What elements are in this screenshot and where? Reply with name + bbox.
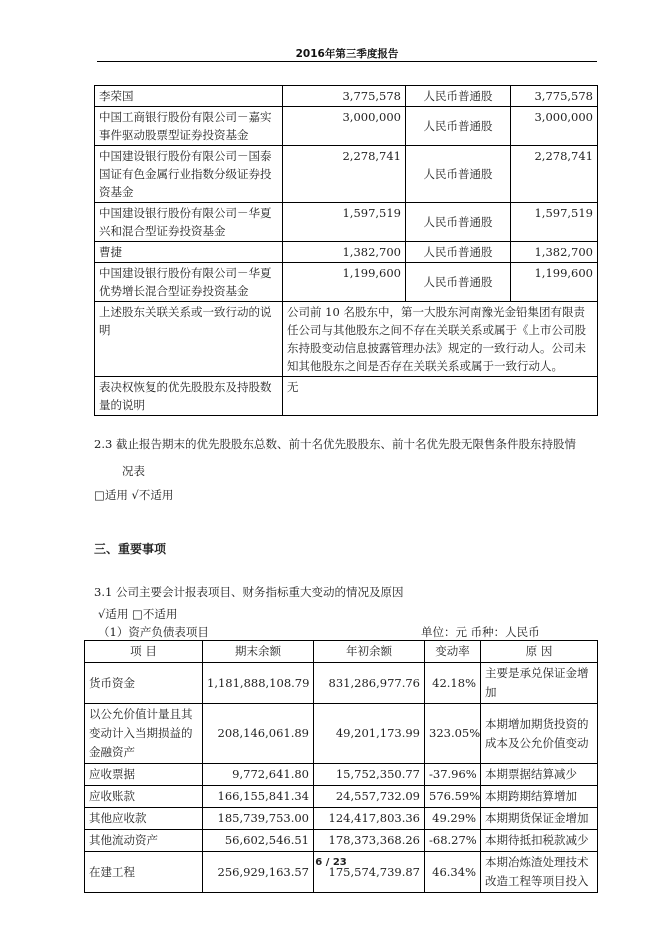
balance-sheet-table: [84, 640, 598, 893]
item-name: 其他流动资产: [85, 830, 203, 852]
begin-balance: 178,373,368.26: [314, 830, 425, 852]
table-row-relation: [95, 302, 598, 377]
change-rate: 323.05%: [425, 704, 481, 764]
table-row-preferred: [95, 377, 598, 416]
shareholder-name: 中国建设银行股份有限公司－华夏优势增长混合型证券投资基金: [95, 263, 283, 302]
col-header-item: 项 目: [85, 641, 203, 663]
table-row: [95, 86, 598, 107]
share-type: 人民币普通股: [406, 107, 511, 146]
section-3-1-applicability: √适用 □不适用: [98, 607, 178, 621]
table-row: [85, 786, 598, 808]
balance-table-caption: （1）资产负债表项目: [98, 625, 209, 639]
preferred-label: 表决权恢复的优先股股东及持股数量的说明: [95, 377, 283, 416]
table-row: [85, 663, 598, 704]
table-row: [95, 203, 598, 242]
shareholder-name: 中国建设银行股份有限公司－国泰国证有色金属行业指数分级证券投资基金: [95, 146, 283, 203]
section-2-3-title-cont: 况表: [122, 464, 145, 478]
share-count: 1,597,519: [511, 203, 598, 242]
table-row: [85, 808, 598, 830]
share-count: 2,278,741: [511, 146, 598, 203]
share-type: 人民币普通股: [406, 263, 511, 302]
reason: 本期增加期货投资的成本及公允价值变动: [481, 704, 598, 764]
end-balance: 1,181,888,108.79: [203, 663, 314, 704]
page-header-title: 2016年第三季度报告: [295, 48, 399, 60]
begin-balance: 24,557,732.09: [314, 786, 425, 808]
change-rate: -37.96%: [425, 764, 481, 786]
table-row: [85, 830, 598, 852]
section-3-1-title: 3.1 公司主要会计报表项目、财务指标重大变动的情况及原因: [94, 585, 404, 599]
shareholder-name: 李荣国: [95, 86, 283, 107]
begin-balance: 49,201,173.99: [314, 704, 425, 764]
shareholder-name: 中国工商银行股份有限公司－嘉实事件驱动股票型证券投资基金: [95, 107, 283, 146]
reason: 主要是承兑保证金增加: [481, 663, 598, 704]
shareholder-table: [94, 85, 598, 416]
table-row: [95, 146, 598, 203]
unit-label: 单位：元 币种：人民币: [421, 625, 540, 639]
page-number: 6 / 23: [315, 857, 347, 868]
share-type: 人民币普通股: [406, 86, 511, 107]
begin-balance: 175,574,739.87: [314, 852, 425, 893]
shares-held: 2,278,741: [283, 146, 406, 203]
table-row: [85, 764, 598, 786]
change-rate: 576.59%: [425, 786, 481, 808]
preferred-text: 无: [283, 377, 598, 416]
header-rule: [97, 61, 597, 62]
change-rate: -68.27%: [425, 830, 481, 852]
end-balance: 185,739,753.00: [203, 808, 314, 830]
begin-balance: 831,286,977.76: [314, 663, 425, 704]
item-name: 应收账款: [85, 786, 203, 808]
relation-label: 上述股东关联关系或一致行动的说明: [95, 302, 283, 377]
item-name: 货币资金: [85, 663, 203, 704]
table-row: [95, 263, 598, 302]
share-count: 1,382,700: [511, 242, 598, 263]
change-rate: 46.34%: [425, 852, 481, 893]
col-header-reason: 原 因: [481, 641, 598, 663]
section-3-title: 三、重要事项: [94, 542, 167, 556]
item-name: 在建工程: [85, 852, 203, 893]
item-name: 以公允价值计量且其变动计入当期损益的金融资产: [85, 704, 203, 764]
section-2-3-title: 2.3 截止报告期末的优先股股东总数、前十名优先股股东、前十名优先股无限售条件股东持股情: [94, 437, 576, 451]
relation-text: 公司前 10 名股东中，第一大股东河南豫光金铅集团有限责任公司与其他股东之间不存在关联关系或属于《上市公司股东持股变动信息披露管理办法》规定的一致行动人。公司未知其他股东之间是否存在关联关系或属于一致行动人。: [283, 302, 598, 377]
share-type: 人民币普通股: [406, 203, 511, 242]
share-type: 人民币普通股: [406, 146, 511, 203]
col-header-end: 期末余额: [203, 641, 314, 663]
shares-held: 1,382,700: [283, 242, 406, 263]
col-header-begin: 年初余额: [314, 641, 425, 663]
share-count: 3,000,000: [511, 107, 598, 146]
item-name: 其他应收款: [85, 808, 203, 830]
end-balance: 256,929,163.57: [203, 852, 314, 893]
end-balance: 166,155,841.34: [203, 786, 314, 808]
shares-held: 3,775,578: [283, 86, 406, 107]
end-balance: 9,772,641.80: [203, 764, 314, 786]
reason: 本期冶炼渣处理技术改造工程等项目投入: [481, 852, 598, 893]
shares-held: 3,000,000: [283, 107, 406, 146]
reason: 本期票据结算减少: [481, 764, 598, 786]
change-rate: 42.18%: [425, 663, 481, 704]
share-type: 人民币普通股: [406, 242, 511, 263]
table-row: [85, 704, 598, 764]
item-name: 应收票据: [85, 764, 203, 786]
table-row: [95, 242, 598, 263]
reason: 本期跨期结算增加: [481, 786, 598, 808]
share-count: 1,199,600: [511, 263, 598, 302]
reason: 本期期货保证金增加: [481, 808, 598, 830]
share-count: 3,775,578: [511, 86, 598, 107]
shares-held: 1,597,519: [283, 203, 406, 242]
table-header-row: [85, 641, 598, 663]
section-2-3-applicability: □适用 √不适用: [94, 488, 174, 502]
begin-balance: 124,417,803.36: [314, 808, 425, 830]
col-header-rate: 变动率: [425, 641, 481, 663]
reason: 本期待抵扣税款减少: [481, 830, 598, 852]
shareholder-name: 中国建设银行股份有限公司－华夏兴和混合型证券投资基金: [95, 203, 283, 242]
end-balance: 56,602,546.51: [203, 830, 314, 852]
change-rate: 49.29%: [425, 808, 481, 830]
shares-held: 1,199,600: [283, 263, 406, 302]
table-row: [95, 107, 598, 146]
end-balance: 208,146,061.89: [203, 704, 314, 764]
begin-balance: 15,752,350.77: [314, 764, 425, 786]
shareholder-name: 曹捷: [95, 242, 283, 263]
